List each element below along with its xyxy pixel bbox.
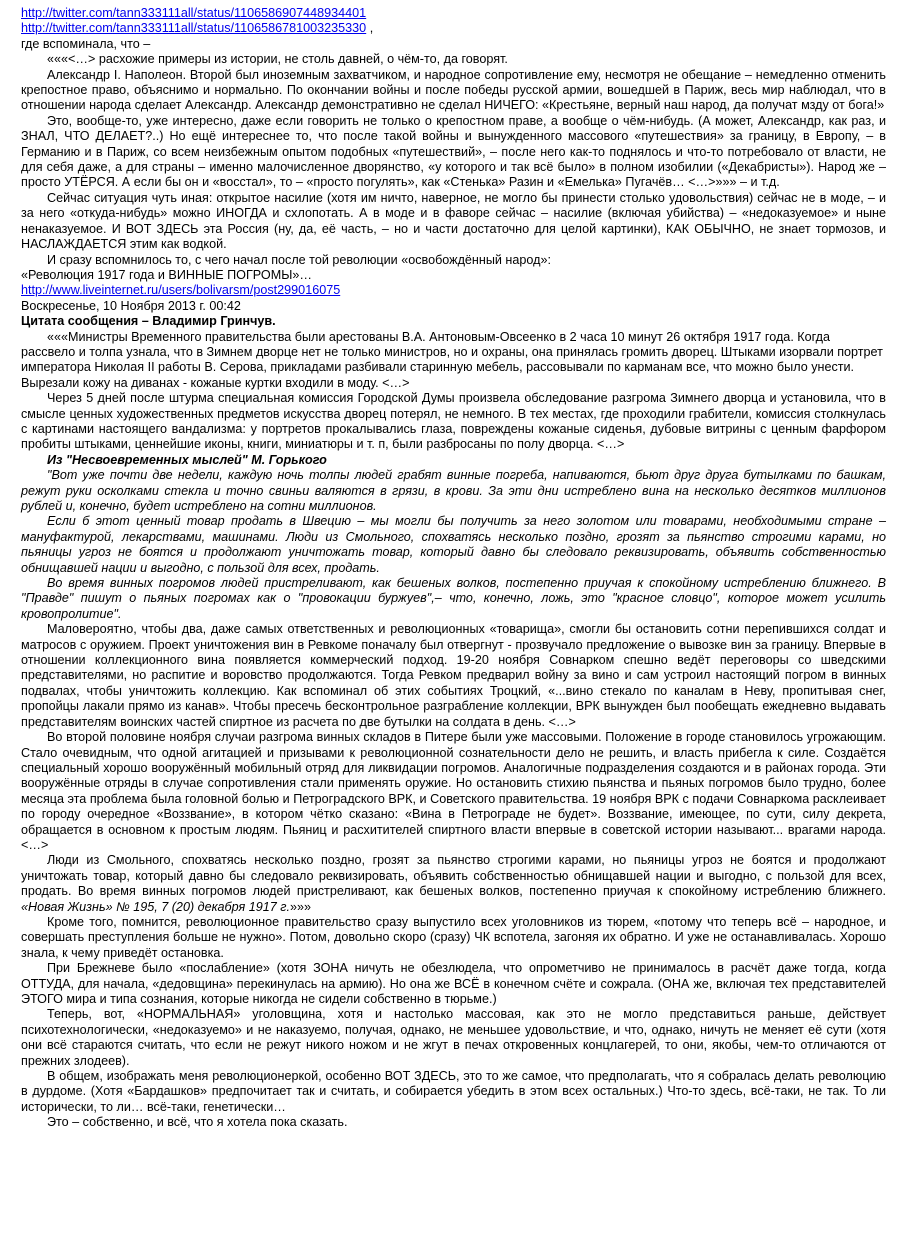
paragraph-1: «««<…> расхожие примеры из истории, не столь давней, о чём-то, да говорят. [47,52,508,67]
gorky-paragraph-1: "Вот уже почти две недели, каждую ночь толпы людей грабят винные погреба, напиваются, бьют друг друга бутылками по башкам, режут руки осколками стекла и точно свиньи валяются в грязи, в крови. За эти дни истреблено вина на несколько десятков миллионов рублей и, конечно, будет истреблено на сотни миллионов. [21,468,886,513]
closing-paragraph-4: В общем, изображать меня революционеркой, особенно ВОТ ЗДЕСЬ, это то же самое, что предполагать, что я собралась делать революцию в дурдоме. (Хотя «Бардашков» предпочитает так и считать, и собирается убедить в этом всех остальных.) Что-то здесь, всё-таки, не так. То ли исторически, то ли… всё-таки, генетически… [21,1069,886,1114]
last-quote-end: »»» [289,899,311,914]
intro-line: где вспоминала, что – [21,36,151,51]
twitter-link-2-line [21,21,886,36]
gorky-paragraph-3: Во время винных погромов людей пристреливают, как бешеных волков, постепенно приучая к спокойному истреблению ближнего. В "Правде" пишут о пьяных погромах как о "провокации буржуев",– что, конечно, ложь, это "красное словцо", которое может усилить кровопролитие". [21,576,886,621]
paragraph-7: Во второй половине ноября случаи разгрома винных складов в Питере были уже массовыми. Положение в городе становилось угрожающим. Стало очевидным, что одной агитацией и призывами к революционной сознательности дело не решить, и власть прибегла к силе. Создаётся специальный хорошо вооружённый мобильный отряд для ликвидации погромов. Аналогичные подразделения создаются и в районах города. Эти вооружённые отряды в случае сопротивления стали применять оружие. Но остановить стихию пьянства и пьяных погромов было трудно, более месяца эта проблема была головной болью и Петроградского ВРК, и Советского правительства. 19 ноября ВРК с подачи Совнаркома расклеивает по городу очередное «Воззвание», в котором чётко сказано: «Вина в Петрограде не будет». Воззвание, имеющее, по сути, силу декрета, обращается в основном к простым людям. Пьяниц и расхитителей спиртного власти впервые в советской истории называют... врагами народа. <…> [21,730,886,852]
twitter-link-2[interactable]: http://twitter.com/tann333111all/status/1106586781003235330 [21,21,367,36]
paragraph-4: Сейчас ситуация чуть иная: открытое насилие (хотя им ничто, наверное, не могло бы принести столько удовольствия) сейчас не в моде, – и за него «откуда-нибудь» можно ИНОГДА и схлопотать. А в моде и в фаворе сейчас – насилие (включая убийства) – «недоказуемое» и ныне ненаказуемое. И ВОТ ЗДЕСЬ эта Россия (ну, да, её часть, – но и части достаточно для целой картинки), КАК ОБЫЧНО, не знает тормозов, и НАСЛАЖДАЕТСЯ этим как водкой. [21,190,886,252]
liveinternet-link-line [21,283,886,298]
last-quote-source: «Новая Жизнь» № 195, 7 (20) декабря 1917 г. [21,899,290,914]
liveinternet-link[interactable]: http://www.liveinternet.ru/users/bolivarsm/post299016075 [21,283,341,298]
quote-paragraph-1: «««Министры Временного правительства были арестованы В.А. Антоновым-Овсеенко в 2 часа 10 минут 26 октября 1917 года. Когда рассвело и толпа узнала, что в Зимнем дворце нет не только министров, но и охраны, она принялась громить дворец. Штыками изорвали портрет императора Николая II работы В. Серова, прикладами разбивали старинную мебель, рассовывали по карманам все, что можно было унести. Вырезали кожу на диванах - кожаные куртки входили в моду. <…> [21,329,883,390]
paragraph-5: И сразу вспомнилось то, с чего начал после той революции «освобождённый народ»: [47,252,551,267]
last-quote-text: Люди из Смольного, спохватясь несколько поздно, грозят за пьянство строгими карами, но пьяницы угроз не боятся и продолжают уничтожать товар, который давно бы следовало реквизировать, объявить собственностью обнищавшей нации и выгодно, с пользой для всех, продать. Во время винных погромов людей пристреливают, как бешеных волков, постепенно приучая к спокойному истреблению ближнего. [21,853,886,899]
last-quote-paragraph [21,853,886,915]
closing-paragraph-1: Кроме того, помнится, революционное правительство сразу выпустило всех уголовников из тюрем, «потому что теперь всё – народное, и совершать преступления больше не нужно». Потом, довольно скоро (сразу) ЧК вспотела, загоняя их обратно. И уже не останавливалась. Хорошо знала, к чему приведёт остановка. [21,914,886,960]
quote-paragraph-2: Через 5 дней после штурма специальная комиссия Городской Думы произвела обследование разгрома Зимнего дворца и установила, что в смысле ценных художественных предметов искусства дворец потерял, не немного. В тех местах, где проходили грабители, комиссия столкнулась с картинами настоящего вандализма: у портретов прокалывались глаза, повреждены кожаные сиденья, дубовые витрины с ценным фарфором пробиты штыками, ценнейшие иконы, книги, миниатюры и т. п, были разбросаны по полу дворца. <…> [21,391,886,452]
paragraph-2: Александр I. Наполеон. Второй был иноземным захватчиком, и народное сопротивление ему, несмотря не обещание – немедленно отменить крепостное право, объяснимо и нормально. По окончании войны и после победы русской армии, вошедшей в Париж, весь мир наблюдал, что в отношении народа сделает Александр. Александр демонстративно не сделал НИЧЕГО: «Крестьяне, верный наш народ, да получат мзду от бога!» [21,67,886,113]
twitter-link-1[interactable]: http://twitter.com/tann333111all/status/1106586907448934401 [21,6,367,20]
post-date: Воскресенье, 10 Ноября 2013 г. 00:42 [21,298,241,313]
twitter-link-1-line [21,6,886,21]
closing-paragraph-2: При Брежневе было «послабление» (хотя ЗОНА ничуть не обезлюдела, что опрометчиво не принималось в расчёт даже тогда, когда ОТТУДА, для начала, «дедовщина» перекинулась на армию). Но она же ВСЁ в конечном счёте и сожрала. (ОНА же, включая тех представителей ЭТОГО мира и типа сознания, которые никогда не сидели собственно в тюрьме.) [21,961,886,1006]
gorky-paragraph-2: Если б этот ценный товар продать в Швецию – мы могли бы получить за него золотом или товарами, необходимыми стране – мануфактурой, лекарствами, машинами. Люди из Смольного, спохватясь несколько поздно, грозят за пьянство строгими карами, но пьяницы угроз не боятся и продолжают уничтожать товар, который давно бы следовало реквизировать, объявить собственностью обнищавшей нации и выгодно, с пользой для всех, продать. [21,514,886,575]
quote-heading: Цитата сообщения – Владимир Гринчув. [21,314,276,329]
post-title: «Революция 1917 года и ВИННЫЕ ПОГРОМЫ»… [21,267,312,282]
closing-paragraph-3: Теперь, вот, «НОРМАЛЬНАЯ» уголовщина, хотя и настолько массовая, как это не могло представиться раньше, действует психотехнологически, «недоказуемо» и не наказуемо, получая, однако, не меньшее удовольствие, и что, однако, ничуть не меняет её сути (хотя они всё стараются считать, что если не режут никого ножом и не жгут в печах откровенных концлагерей, то они, якобы, чем-то отличаются от прежних злодеев). [21,1007,886,1068]
closing-paragraph-5: Это – собственно, и всё, что я хотела пока сказать. [47,1115,348,1130]
gorky-heading: Из "Несвоевременных мыслей" М. Горького [47,452,327,467]
paragraph-3: Это, вообще-то, уже интересно, даже если говорить не только о крепостном праве, а вообще о чём-нибудь. (А может, Александр, как раз, и ЗНАЛ, ЧТО ДЕЛАЕТ?..) Но ещё интереснее то, что после такой войны и вынужденного массового «путешествия» за границу, в Европу, – в Германию и в Париж, со всем неизбежным опытом подобных «путешествий», – после него как-то поднялось и что-то потребовало от власти, не для себя даже, а для страны – именно малочисленное дворянство, «у которого и так всё было» в полном изобилии («Декабристы»). Народ же – просто УТЁРСЯ. А если бы он и «восстал», то – «просто погулять», как «Стенька» Разин и «Емелька» Пугачёв… <…>»»» – и т.д. [21,113,886,190]
twitter-link-2-suffix: , [366,21,374,36]
paragraph-6: Маловероятно, чтобы два, даже самых ответственных и революционных «товарища», смогли бы остановить сотни перепившихся солдат и матросов с оружием. Проект уничтожения вин в Ревкоме поначалу был отвергнут - прозвучало предложение о вывозке вин за границу. Впервые в отношении коллекционного вина появляется коммерческий подход. 19-20 ноября Совнарком спешно ведёт переговоры со шведскими представителями, но распитие и воровство продолжаются. Тогда Ревком предварил войну за вино и сам устроил настоящий погром в винных подвалах, чтобы уничтожить коллекцию. Как вспоминал об этих событиях Троцкий, «...вино стекало по каналам в Неву, пропитывая снег, пропойцы лакали прямо из канав». Чтобы пресечь бесконтрольное разграбление коллекции, ВРК вынужден был пообещать ежедневно выдавать представителям воинских частей спиртное из расчета по две бутылки на солдата в день. <…> [21,622,886,729]
